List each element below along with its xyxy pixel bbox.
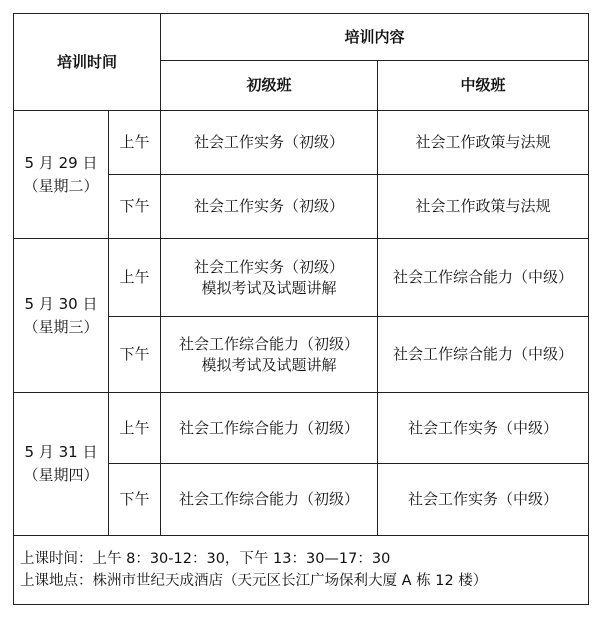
schedule-row: [14, 111, 589, 175]
date-text: 5 月 31 日: [24, 443, 98, 461]
training-time-header: 培训时间: [14, 14, 161, 111]
period-cell: 上午: [109, 393, 161, 464]
course-line: 模拟考试及试题讲解: [201, 278, 337, 297]
intermediate-course-cell: [378, 464, 589, 536]
intermediate-course-cell: [378, 239, 589, 317]
schedule-footer: [14, 536, 589, 605]
beginner-course-cell: [161, 393, 378, 464]
intermediate-course-cell: [378, 393, 589, 464]
intermediate-course-cell: [378, 175, 589, 239]
course-line: 社会工作综合能力（中级）: [393, 268, 574, 286]
course-line: 社会工作政策与法规: [415, 197, 551, 215]
weekday-text: （星期三）: [23, 317, 99, 336]
beginner-course-cell: [161, 111, 378, 175]
course-line: 社会工作实务（中级）: [408, 418, 559, 437]
date-text: 5 月 29 日: [24, 153, 98, 172]
beginner-course-cell: [161, 175, 378, 239]
period-cell: 上午: [109, 239, 161, 317]
course-line: 社会工作综合能力（初级）: [179, 490, 360, 508]
course-line: 社会工作综合能力（初级）: [179, 334, 360, 353]
beginner-course-cell: [161, 317, 378, 393]
course-line: 社会工作实务（中级）: [408, 490, 559, 508]
schedule-row: [14, 393, 589, 464]
beginner-class-header: 初级班: [161, 61, 378, 111]
course-line: 社会工作综合能力（初级）: [179, 418, 360, 437]
course-line: 社会工作政策与法规: [415, 133, 551, 151]
training-content-header: 培训内容: [161, 14, 589, 61]
period-cell: 上午: [109, 111, 161, 175]
course-line: 社会工作综合能力（中级）: [393, 345, 574, 363]
intermediate-course-cell: [378, 317, 589, 393]
course-line: 模拟考试及试题讲解: [201, 355, 337, 374]
course-line: 社会工作实务（初级）: [194, 197, 345, 215]
period-cell: 下午: [109, 464, 161, 536]
date-text: 5 月 30 日: [24, 294, 98, 313]
date-cell: [14, 111, 109, 239]
intermediate-course-cell: [378, 111, 589, 175]
beginner-course-cell: [161, 464, 378, 536]
class-location-line: 上课地点：株洲市世纪天成酒店（天元区长江广场保利大厦 A 栋 12 楼）: [20, 573, 488, 589]
intermediate-class-header: 中级班: [378, 61, 589, 111]
class-time-line: 上课时间：上午 8：30-12：30，下午 13：30—17：30: [20, 551, 391, 567]
period-cell: 下午: [109, 317, 161, 393]
date-cell: [14, 393, 109, 536]
period-cell: 下午: [109, 175, 161, 239]
date-cell: [14, 239, 109, 393]
course-line: 社会工作实务（初级）: [194, 257, 345, 276]
training-schedule-table: [13, 13, 589, 605]
beginner-course-cell: [161, 239, 378, 317]
schedule-row: [14, 239, 589, 317]
weekday-text: （星期二）: [23, 176, 99, 195]
course-line: 社会工作实务（初级）: [194, 133, 345, 151]
weekday-text: （星期四）: [23, 466, 99, 484]
